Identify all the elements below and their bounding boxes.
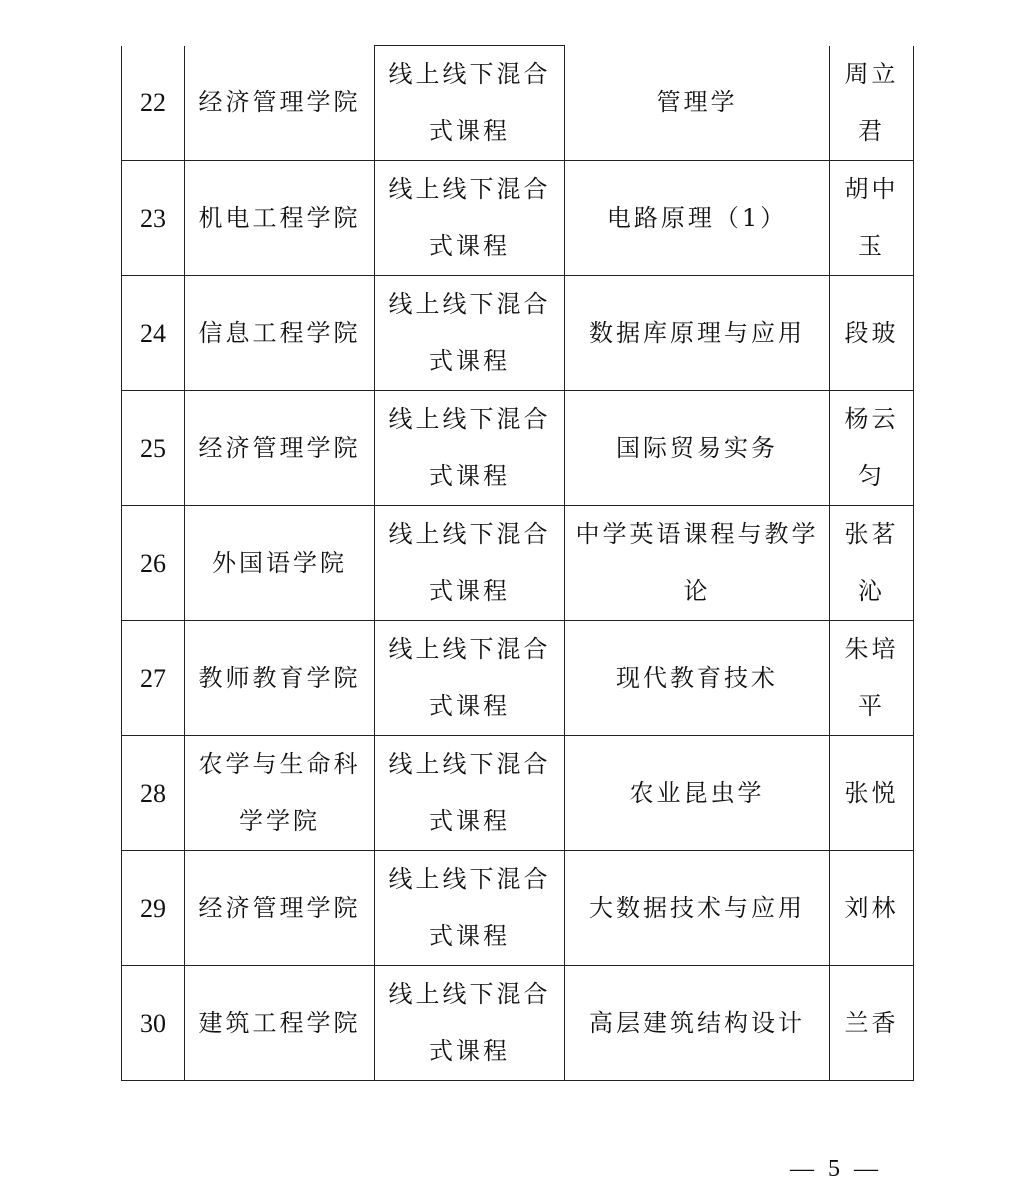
course-name-cell: 现代教育技术 <box>565 621 830 736</box>
row-number: 25 <box>122 391 185 506</box>
course-name-cell: 数据库原理与应用 <box>565 276 830 391</box>
course-type-cell: 线上线下混合式课程 <box>375 391 565 506</box>
person-cell: 张茗沁 <box>830 506 914 621</box>
table-row <box>122 621 914 736</box>
course-type-cell: 线上线下混合式课程 <box>375 621 565 736</box>
table-row <box>122 391 914 506</box>
person-cell: 朱培平 <box>830 621 914 736</box>
person-cell: 兰香 <box>830 966 914 1081</box>
table-row <box>122 966 914 1081</box>
college-cell: 经济管理学院 <box>185 391 375 506</box>
course-name-cell: 农业昆虫学 <box>565 736 830 851</box>
college-cell: 外国语学院 <box>185 506 375 621</box>
course-type-cell: 线上线下混合式课程 <box>375 161 565 276</box>
course-name-cell: 高层建筑结构设计 <box>565 966 830 1081</box>
row-number: 26 <box>122 506 185 621</box>
page-number: — 5 — <box>790 1156 882 1182</box>
college-cell: 经济管理学院 <box>185 851 375 966</box>
course-name-cell: 中学英语课程与教学论 <box>565 506 830 621</box>
table-row <box>122 736 914 851</box>
row-number: 24 <box>122 276 185 391</box>
course-name-cell: 管理学 <box>565 46 830 161</box>
row-number: 29 <box>122 851 185 966</box>
row-number: 30 <box>122 966 185 1081</box>
course-name-cell: 电路原理（1） <box>565 161 830 276</box>
person-cell: 段玻 <box>830 276 914 391</box>
course-type-cell: 线上线下混合式课程 <box>375 506 565 621</box>
row-number: 27 <box>122 621 185 736</box>
table-row <box>122 276 914 391</box>
course-type-cell: 线上线下混合式课程 <box>375 736 565 851</box>
table-row <box>122 851 914 966</box>
table-row <box>122 46 914 161</box>
college-cell: 信息工程学院 <box>185 276 375 391</box>
person-cell: 刘林 <box>830 851 914 966</box>
college-cell: 经济管理学院 <box>185 46 375 161</box>
college-cell: 建筑工程学院 <box>185 966 375 1081</box>
person-cell: 胡中玉 <box>830 161 914 276</box>
course-name-cell: 大数据技术与应用 <box>565 851 830 966</box>
college-cell: 农学与生命科学学院 <box>185 736 375 851</box>
table-row <box>122 161 914 276</box>
course-type-cell: 线上线下混合式课程 <box>375 851 565 966</box>
person-cell: 杨云匀 <box>830 391 914 506</box>
row-number: 23 <box>122 161 185 276</box>
course-list-table <box>121 45 914 1081</box>
row-number: 22 <box>122 46 185 161</box>
person-cell: 周立君 <box>830 46 914 161</box>
college-cell: 教师教育学院 <box>185 621 375 736</box>
college-cell: 机电工程学院 <box>185 161 375 276</box>
course-type-cell: 线上线下混合式课程 <box>375 966 565 1081</box>
row-number: 28 <box>122 736 185 851</box>
table-row <box>122 506 914 621</box>
person-cell: 张悦 <box>830 736 914 851</box>
course-type-cell: 线上线下混合式课程 <box>375 46 565 161</box>
course-name-cell: 国际贸易实务 <box>565 391 830 506</box>
course-type-cell: 线上线下混合式课程 <box>375 276 565 391</box>
